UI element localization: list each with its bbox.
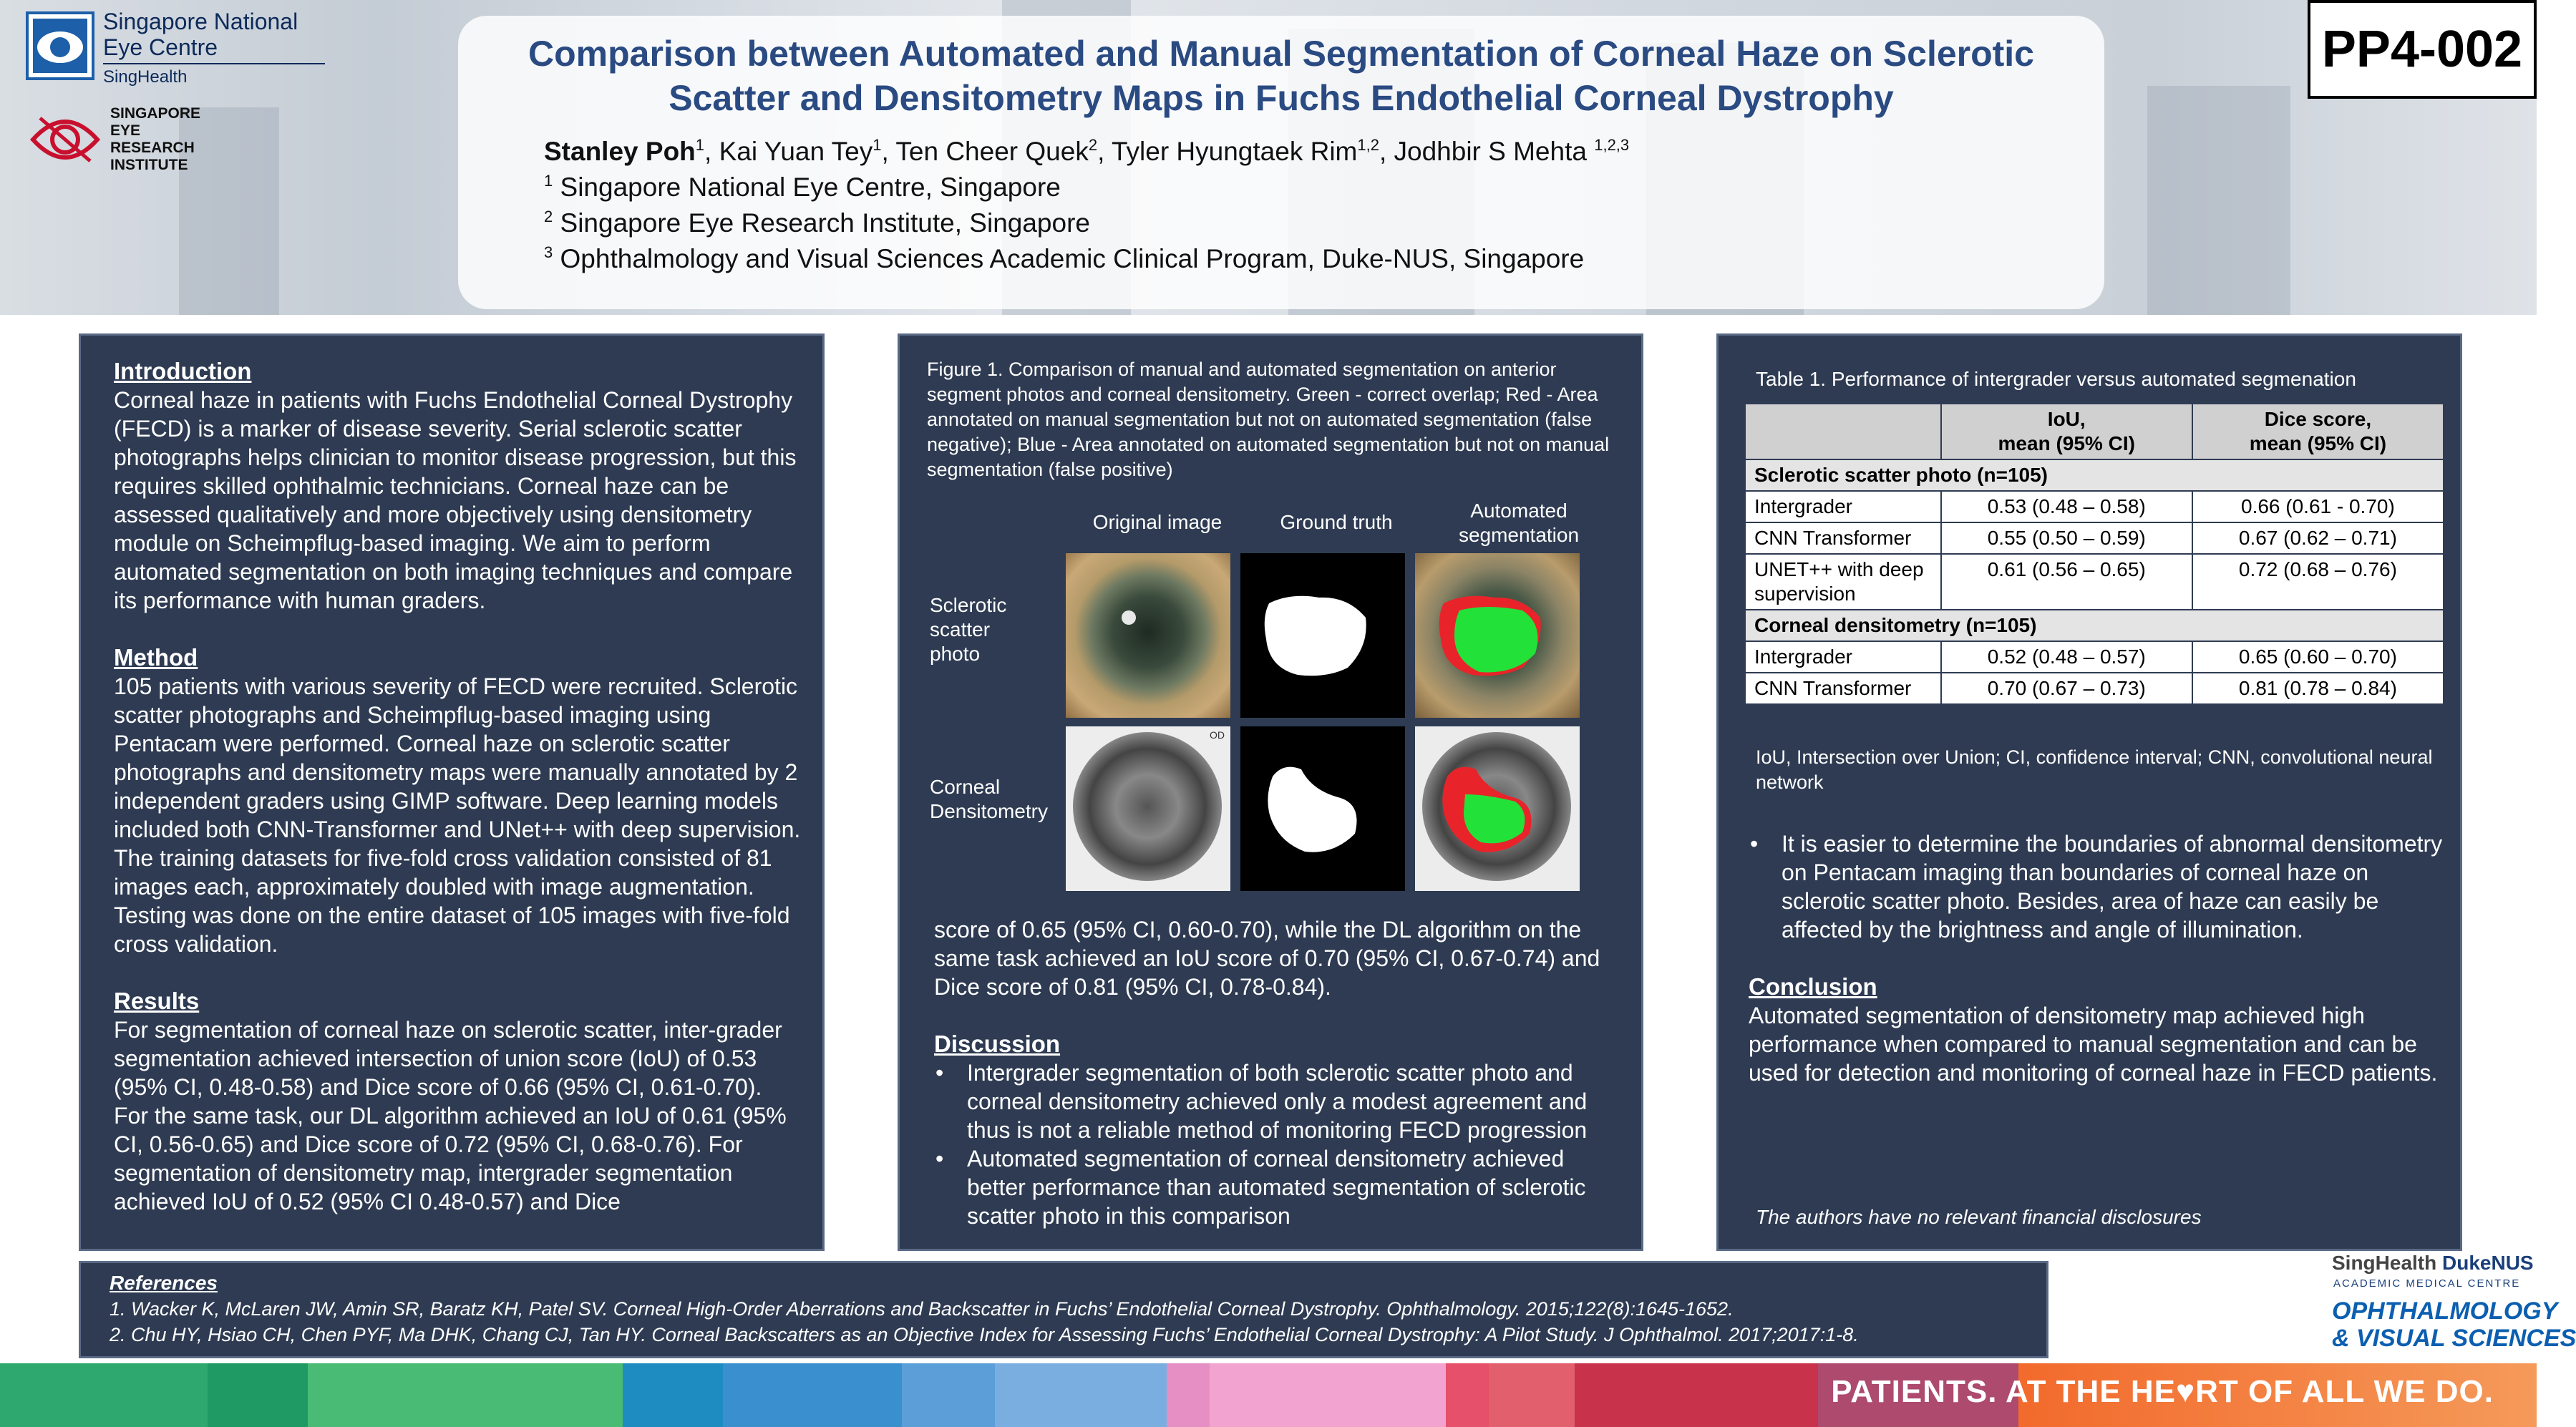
snec-name: Singapore National Eye Centre — [103, 9, 298, 60]
sclerotic-original-image — [1066, 553, 1230, 718]
discussion-list — [934, 1058, 1628, 1230]
table-caption: Table 1. Performance of intergrader versus automated segmenation — [1756, 368, 2356, 390]
discussion-item: • Automated segmentation of corneal densitometry achieved better performance than automated segmentation of sclerotic scatter photo in this comparison — [934, 1144, 1628, 1230]
performance-table — [1744, 403, 2444, 705]
snec-sub: SingHealth — [103, 67, 188, 87]
col-original-label: Original image — [1092, 511, 1223, 533]
seri-name: SINGAPORE EYE RESEARCH INSTITUTE — [110, 105, 201, 173]
left-panel — [79, 333, 825, 1251]
row-sclerotic-label: Sclerotic scatter photo — [930, 594, 1007, 665]
densitometry-ground-truth-image — [1240, 726, 1405, 891]
poster-title: Comparison between Automated and Manual Segmentation of Corneal Haze on Sclerotic Scatter and Densitometry Maps in Fuchs Endothelial Corneal Dystrophy — [528, 34, 2034, 118]
performance-table-wrap — [1744, 403, 2444, 705]
method-heading: Method — [114, 644, 198, 671]
seri-logo — [26, 104, 240, 175]
footer-slogan: PATIENTS. AT THE HE♥RT OF ALL WE DO. — [1831, 1374, 2494, 1409]
sclerotic-automated-image — [1415, 553, 1580, 718]
sgh-vs: & VISUAL SCIENCES — [2332, 1325, 2576, 1352]
authors: Stanley Poh$^1$, Kai Yuan Tey$^1$, Ten Cheer Quek$^2$, Tyler Hyungtaek Rim$^{1,2}$, Jodhbir S Mehta $^{1,2,3}$ — [544, 136, 1630, 166]
table-row: UNET++ with deep supervision 0.61 (0.56 – 0.65) 0.72 (0.68 – 0.76) — [1745, 554, 2444, 610]
sgh-amc: ACADEMIC MEDICAL CENTRE — [2333, 1277, 2521, 1290]
right-panel-text — [1749, 829, 2443, 1087]
figure-caption: Figure 1. Comparison of manual and automated segmentation on anterior segment photos and corneal densitometry. Green - correct overlap; Red - Area annotated on manual segmentation but not on automated segmentation (false negative); Blue - Area annotated on automated segmentation but not on manual segmentation (false positive) — [927, 359, 1610, 480]
affiliation-1: $^1$ Singapore National Eye Centre, Singapore — [544, 172, 1061, 202]
sclerotic-ground-truth-image — [1240, 553, 1405, 718]
discussion-heading: Discussion — [934, 1031, 1061, 1057]
table-row: Intergrader 0.53 (0.48 – 0.58) 0.66 (0.61 - 0.70) — [1745, 491, 2444, 522]
table-note: IoU, Intersection over Union; CI, confidence interval; CNN, convolutional neural network — [1756, 746, 2433, 793]
discussion-list-continued — [1749, 829, 2443, 944]
table-header-iou: IoU, mean (95% CI) — [1941, 404, 2192, 459]
col-truth-label: Ground truth — [1280, 511, 1393, 533]
left-panel-text — [114, 357, 801, 1216]
sgh-ophth: OPHTHALMOLOGY — [2332, 1297, 2558, 1325]
table-row: Intergrader 0.52 (0.48 – 0.57) 0.65 (0.60 – 0.70) — [1745, 641, 2444, 673]
row-densitometry-label: Corneal Densitometry — [930, 776, 1048, 822]
intro-heading: Introduction — [114, 358, 252, 384]
singhealth-dukenus-logo — [2326, 1213, 2576, 1356]
table-header-empty — [1745, 404, 1941, 459]
densitometry-original-image — [1066, 726, 1230, 891]
densitometry-automated-image — [1415, 726, 1580, 891]
intro-body: Corneal haze in patients with Fuchs Endothelial Corneal Dystrophy (FECD) is a marker of disease severity. Serial sclerotic scatter photographs helps clinician to monitor disease progression, but this requires skilled ophthalmic technicians. Corneal haze can be assessed qualitatively and more objectively using densitometry module on Scheimpflug-based imaging. We aim to perform automated segmentation on both imaging techniques and compare its performance with human graders. — [114, 387, 797, 613]
conclusion-heading: Conclusion — [1749, 973, 1877, 1000]
reference-item: 1. Wacker K, McLaren JW, Amin SR, Baratz KH, Patel SV. Corneal High-Order Aberrations and Backscatter in Fuchs’ Endothelial Corneal Dystrophy. Ophthalmology. 2015;122(8):1645-1652. — [110, 1298, 1734, 1320]
od-label: OD — [1210, 729, 1225, 741]
conclusion-body: Automated segmentation of densitometry map achieved high performance when compared to manual segmentation and can be used for detection and monitoring of corneal haze in FECD patients. — [1749, 1003, 2438, 1086]
table-section-row: Sclerotic scatter photo (n=105) — [1745, 459, 2444, 491]
results-heading: Results — [114, 988, 200, 1014]
poster-id: PP4-002 — [2308, 0, 2537, 99]
table-header-row — [1745, 404, 2444, 459]
right-panel — [1716, 333, 2462, 1251]
affiliation-2: $^2$ Singapore Eye Research Institute, Singapore — [544, 208, 1090, 238]
seri-emblem-icon — [26, 104, 105, 175]
table-row: CNN Transformer 0.70 (0.67 – 0.73) 0.81 (0.78 – 0.84) — [1745, 673, 2444, 704]
middle-panel — [898, 333, 1643, 1251]
table-section-row: Corneal densitometry (n=105) — [1745, 610, 2444, 641]
references-panel — [79, 1261, 2048, 1358]
disclosure: The authors have no relevant financial disclosures — [1756, 1206, 2202, 1228]
eye-logo-icon — [26, 11, 94, 80]
affiliation-3: $^3$ Ophthalmology and Visual Sciences Academic Clinical Program, Duke-NUS, Singapore — [544, 243, 1585, 273]
sgh-brand: SingHealth DukeNUS — [2332, 1252, 2534, 1274]
discussion-item: • It is easier to determine the boundaries of abnormal densitometry on Pentacam imaging than boundaries of corneal haze on sclerotic scatter photo. Besides, area of haze can easily be affected by the brightness and angle of illumination. — [1749, 829, 2443, 944]
col-auto-label: Automated segmentation — [1458, 500, 1580, 546]
table-row: CNN Transformer 0.55 (0.50 – 0.59) 0.67 (0.62 – 0.71) — [1745, 522, 2444, 554]
table-header-dice: Dice score, mean (95% CI) — [2192, 404, 2444, 459]
references-heading: References — [110, 1272, 218, 1294]
middle-panel-text — [934, 915, 1628, 1230]
results-continued: score of 0.65 (95% CI, 0.60-0.70), while the DL algorithm on the same task achieved an IoU score of 0.70 (95% CI, 0.67-0.74) and Dice score of 0.81 (95% CI, 0.78-0.84). — [934, 917, 1600, 1000]
discussion-item: • Intergrader segmentation of both sclerotic scatter photo and corneal densitometry achieved only a modest agreement and thus is not a reliable method of monitoring FECD progression — [934, 1058, 1628, 1144]
method-body: 105 patients with various severity of FECD were recruited. Sclerotic scatter photographs and Scheimpflug-based imaging using Pentacam were performed. Corneal haze on sclerotic scatter photographs and densitometry maps were manually annotated by 2 independent graders using GIMP software. Deep learning models included both CNN-Transformer and UNet++ with deep supervision. The training datasets for five-fold cross validation consisted of 81 images each, approximately doubled with image augmentation. Testing was done on the entire dataset of 105 images with five-fold cross validation. — [114, 673, 801, 957]
results-body: For segmentation of corneal haze on sclerotic scatter, inter-grader segmentation achieved intersection of union score (IoU) of 0.53 (95% CI, 0.48-0.58) and Dice score of 0.66 (95% CI, 0.61-0.70). For the same task, our DL algorithm achieved an IoU of 0.61 (95% CI, 0.56-0.65) and Dice score of 0.72 (95% CI, 0.68-0.76). For segmentation of densitometry map, intergrader segmentation achieved IoU of 0.52 (95% CI 0.48-0.57) and Dice — [114, 1017, 787, 1214]
snec-logo — [26, 9, 305, 89]
reference-item: 2. Chu HY, Hsiao CH, Chen PYF, Ma DHK, Chang CJ, Tan HY. Corneal Backscatters as an Objective Index for Assessing Fuchs’ Endothelial Corneal Dystrophy: A Pilot Study. J Ophthalmol. 2017;2017:1-8. — [110, 1324, 1859, 1345]
